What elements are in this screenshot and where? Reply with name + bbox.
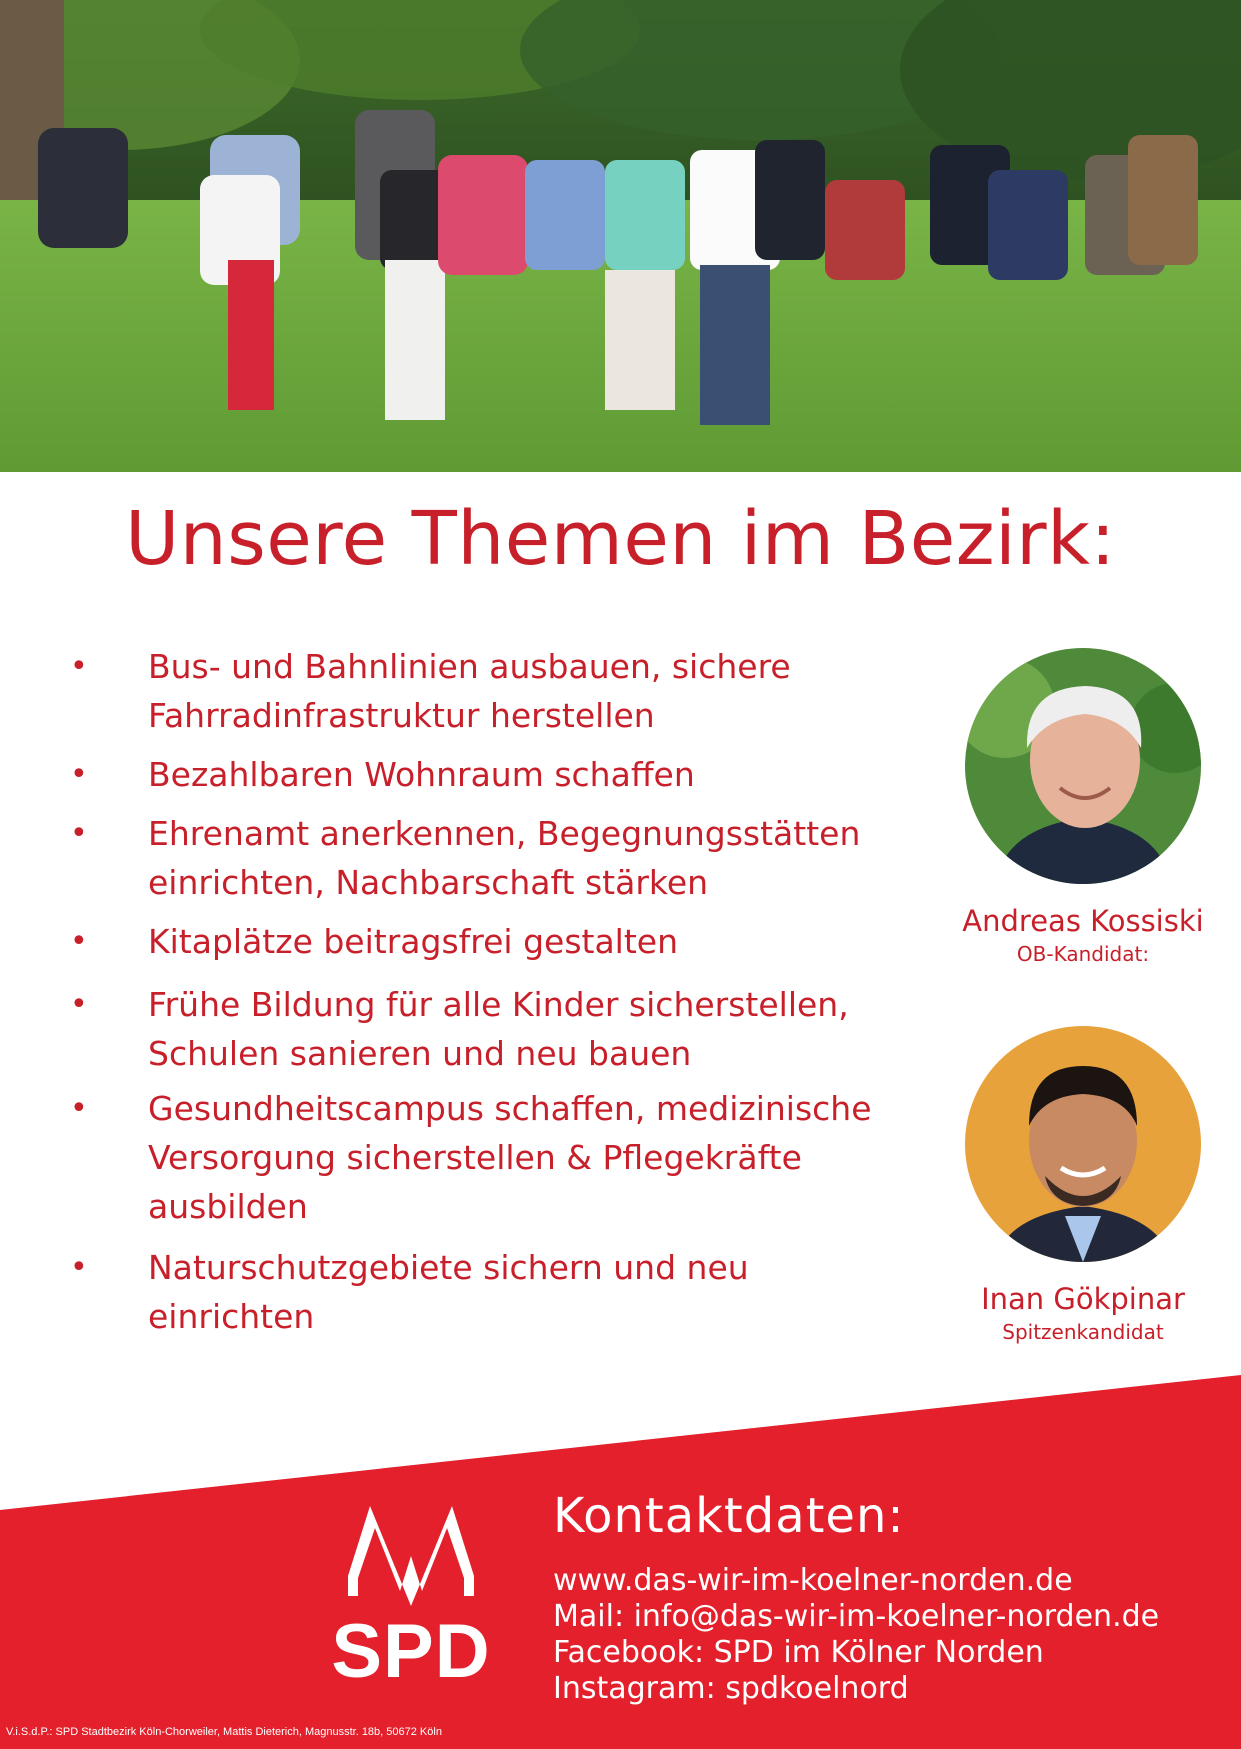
list-item	[60, 1084, 960, 1231]
theme-line: Gesundheitscampus schaffen, medizinische	[148, 1089, 872, 1128]
list-item	[60, 642, 960, 740]
bullet-icon: •	[70, 924, 88, 959]
bullet-icon: •	[70, 1250, 88, 1285]
list-item	[60, 917, 960, 966]
list-item	[60, 980, 960, 1078]
theme-line: einrichten, Nachbarschaft stärken	[148, 863, 709, 902]
candidate-role: Spitzenkandidat	[1002, 1320, 1164, 1344]
headline: Unsere Themen im Bezirk:	[125, 496, 1116, 582]
contact-facebook[interactable]: Facebook: SPD im Kölner Norden	[553, 1635, 1044, 1670]
candidate-portrait-goekpinar	[965, 1026, 1201, 1262]
bullet-icon: •	[70, 757, 88, 792]
contact-list	[553, 1563, 1159, 1707]
bullet-icon: •	[70, 649, 88, 684]
imprint: V.i.S.d.P.: SPD Stadtbezirk Köln-Chorweiler, Mattis Dieterich, Magnusstr. 18b, 50672 Köln	[6, 1726, 442, 1738]
theme-line: Frühe Bildung für alle Kinder sicherstellen,	[148, 985, 849, 1024]
candidate-name: Inan Gökpinar	[981, 1282, 1185, 1316]
candidate-name: Andreas Kossiski	[962, 904, 1204, 938]
group-photo	[0, 0, 1241, 472]
list-item	[60, 809, 960, 907]
contact-mail-link[interactable]: Mail: info@das-wir-im-koelner-norden.de	[553, 1599, 1160, 1634]
candidate-portrait-kossiski	[965, 648, 1201, 884]
contact-instagram[interactable]: Instagram: spdkoelnord	[553, 1671, 909, 1706]
theme-line: Naturschutzgebiete sichern und neu	[148, 1248, 749, 1287]
theme-line: Schulen sanieren und neu bauen	[148, 1034, 692, 1073]
candidate-role: OB-Kandidat:	[1016, 942, 1150, 966]
theme-line: Bus- und Bahnlinien ausbauen, sichere	[148, 647, 791, 686]
spd-logo-text: SPD	[331, 1609, 491, 1694]
list-item	[60, 1243, 960, 1341]
theme-line: Fahrradinfrastruktur herstellen	[148, 696, 655, 735]
contact-website-link[interactable]: www.das-wir-im-koelner-norden.de	[553, 1563, 1073, 1598]
theme-line: einrichten	[148, 1297, 315, 1336]
bullet-icon: •	[70, 1091, 88, 1126]
theme-list	[60, 642, 960, 1341]
list-item	[60, 750, 960, 799]
theme-line: Versorgung sicherstellen & Pflegekräfte	[148, 1138, 802, 1177]
bullet-icon: •	[70, 987, 88, 1022]
theme-line: ausbilden	[148, 1187, 308, 1226]
theme-line: Bezahlbaren Wohnraum schaffen	[148, 755, 695, 794]
bullet-icon: •	[70, 816, 88, 851]
theme-line: Kitaplätze beitragsfrei gestalten	[148, 922, 678, 961]
theme-line: Ehrenamt anerkennen, Begegnungsstätten	[148, 814, 861, 853]
contact-title: Kontaktdaten:	[553, 1488, 905, 1544]
